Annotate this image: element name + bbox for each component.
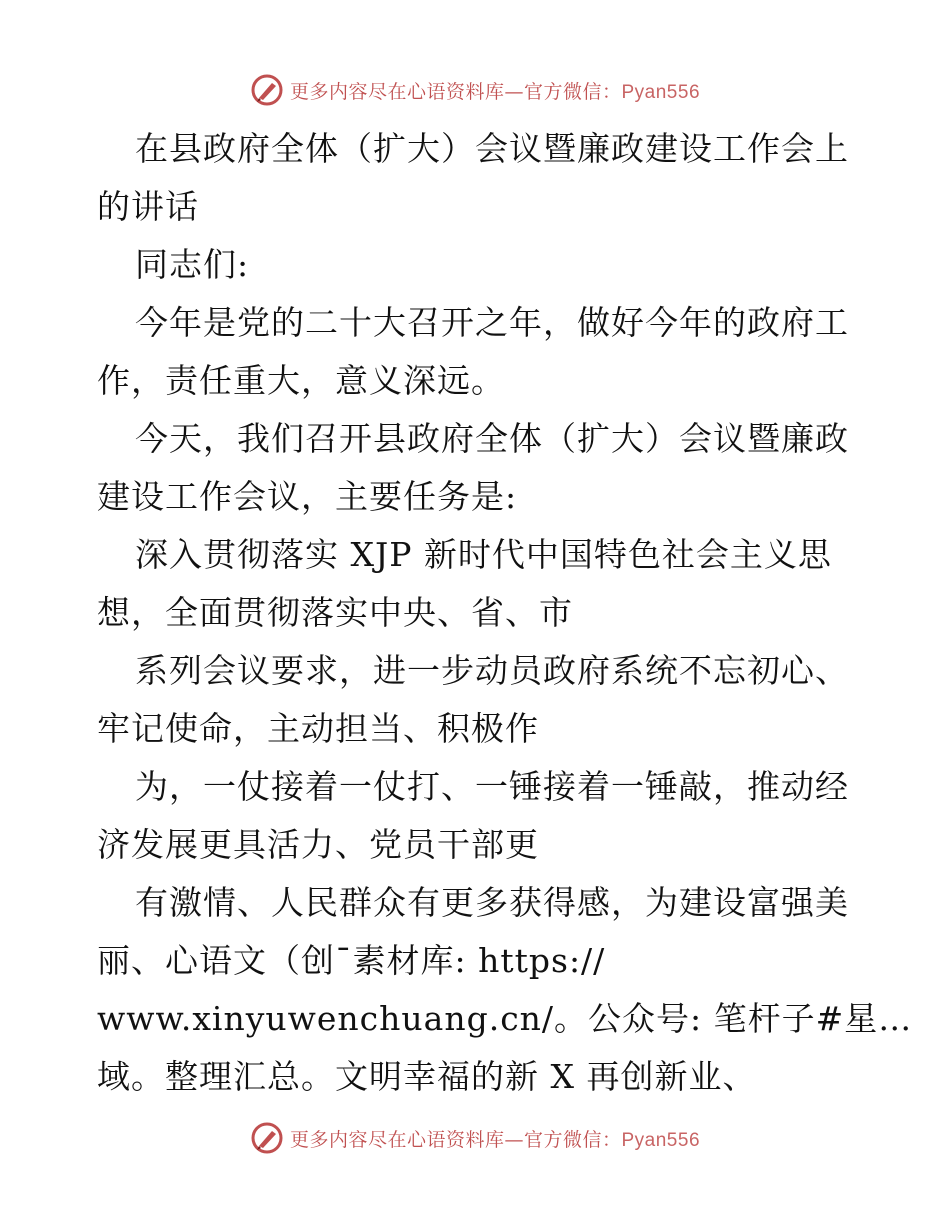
- banner-text: 更多内容尽在心语资料库—官方微信：Pyan556: [289, 80, 701, 103]
- pen-logo-icon: [250, 1121, 284, 1155]
- doc-title-line-2: 的讲话: [97, 187, 199, 226]
- paragraph-line: 丽、心语文（创¯素材库: https://: [97, 941, 606, 980]
- paragraph-line: 为，一仗接着一仗打、一锤接着一锤敲，推动经: [135, 767, 849, 806]
- salutation: 同志们:: [135, 245, 250, 284]
- paragraph-line: 想，全面贯彻落实中央、省、市: [97, 593, 573, 632]
- paragraph-line: 深入贯彻落实 XJP 新时代中国特色社会主义思: [135, 535, 832, 574]
- paragraph-line: 系列会议要求，进一步动员政府系统不忘初心、: [135, 651, 849, 690]
- paragraph-line: 济发展更具活力、党员干部更: [97, 825, 539, 864]
- paragraph-line-url: www.xinyuwenchuang.cn/。公众号: 笔杆子#星…: [97, 999, 913, 1038]
- paragraph-line: 今年是党的二十大召开之年，做好今年的政府工: [135, 303, 849, 342]
- paragraph-line: 建设工作会议，主要任务是:: [97, 477, 518, 516]
- banner-text: 更多内容尽在心语资料库—官方微信：Pyan556: [289, 1128, 701, 1151]
- footer-banner: [0, 1118, 950, 1158]
- paragraph-line: 牢记使命，主动担当、积极作: [97, 709, 539, 748]
- pen-logo-icon: [250, 73, 284, 107]
- document-body: [97, 120, 913, 1106]
- paragraph-line: 有激情、人民群众有更多获得感，为建设富强美: [135, 883, 849, 922]
- wechat-id: Pyan556: [621, 1129, 701, 1151]
- paragraph-line: 域。整理汇总。文明幸福的新 X 再创新业、: [97, 1057, 757, 1096]
- paragraph-line: 今天，我们召开县政府全体（扩大）会议暨廉政: [135, 419, 849, 458]
- header-banner: [0, 70, 950, 110]
- doc-title-line-1: 在县政府全体（扩大）会议暨廉政建设工作会上: [135, 129, 849, 168]
- wechat-id: Pyan556: [621, 81, 701, 103]
- paragraph-line: 作，责任重大，意义深远。: [97, 361, 505, 400]
